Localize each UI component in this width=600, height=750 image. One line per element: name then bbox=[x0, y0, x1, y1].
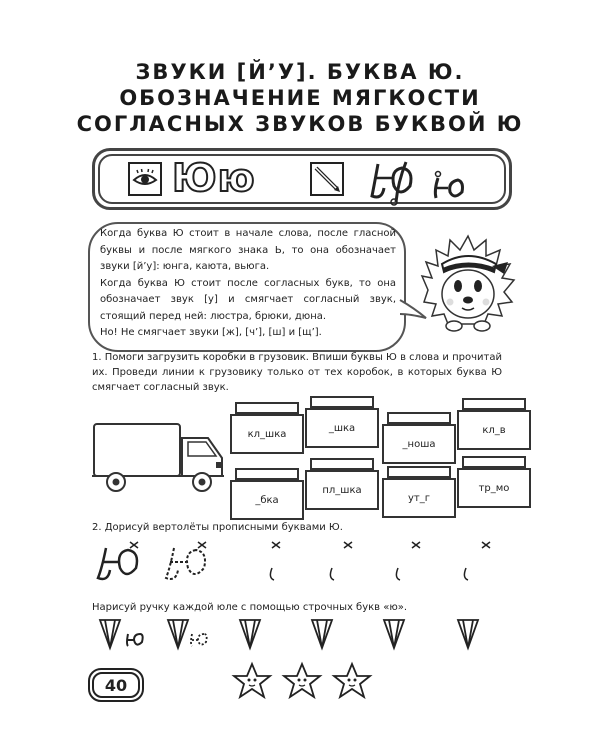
title-line-2: ОБОЗНАЧЕНИЕ МЯГКОСТИ bbox=[119, 86, 481, 110]
page-number: 40 bbox=[92, 672, 140, 698]
eye-icon bbox=[128, 162, 162, 196]
word-box[interactable] bbox=[457, 410, 531, 450]
box-lid bbox=[462, 456, 526, 468]
word-box[interactable] bbox=[382, 424, 456, 464]
word-box[interactable] bbox=[305, 470, 379, 510]
word-box[interactable] bbox=[230, 414, 304, 454]
helicopter-row bbox=[92, 538, 512, 588]
helicopter-traced bbox=[166, 548, 205, 579]
box-word: ут_г bbox=[408, 492, 430, 504]
hedgehog-illustration bbox=[418, 220, 518, 340]
box-lid bbox=[235, 468, 299, 480]
rule-text bbox=[100, 226, 396, 342]
box-lid bbox=[310, 396, 374, 408]
word-box[interactable] bbox=[457, 468, 531, 508]
rule-paragraph-1: Когда буква Ю стоит в начале слова, после гласной буквы и после мягкого знака Ь, то она обозначает звуки [й’у]: юнга, каюта, вьюга. bbox=[100, 228, 396, 272]
title-line-3: СОГЛАСНЫХ ЗВУКОВ БУКВОЙ Ю bbox=[76, 112, 524, 136]
box-word: кл_в bbox=[482, 424, 506, 436]
box-lid bbox=[387, 412, 451, 424]
box-word: _шка bbox=[328, 422, 356, 434]
box-lid bbox=[235, 402, 299, 414]
title-line-1: ЗВУКИ [Й’У]. БУКВА Ю. bbox=[135, 60, 465, 84]
word-box[interactable] bbox=[230, 480, 304, 520]
word-box[interactable] bbox=[382, 478, 456, 518]
rule-paragraph-3: Но! Не смягчает звуки [ж], [ч’], [ш] и [щ’]. bbox=[100, 327, 322, 338]
print-letters-yu: Юю bbox=[172, 156, 256, 200]
spinning-tops-row bbox=[92, 616, 512, 656]
box-word: _ноша bbox=[402, 438, 436, 450]
task-2-text: 2. Дорисуй вертолёты прописными буквами Ю. bbox=[92, 522, 343, 533]
box-lid bbox=[462, 398, 526, 410]
box-word: пл_шка bbox=[322, 484, 362, 496]
cursive-yu-sample bbox=[368, 156, 488, 206]
helicopter-blank bbox=[270, 542, 490, 580]
helicopter-sample bbox=[98, 542, 138, 579]
pen-icon bbox=[310, 162, 344, 196]
box-lid bbox=[387, 466, 451, 478]
box-word: _бка bbox=[255, 494, 279, 506]
box-word: кл_шка bbox=[247, 428, 287, 440]
box-word: тр_мо bbox=[478, 482, 510, 494]
task-3-text: Нарисуй ручку каждой юле с помощью строчных букв «ю». bbox=[92, 602, 408, 613]
word-box[interactable] bbox=[305, 408, 379, 448]
rule-paragraph-2: Когда буква Ю стоит после согласных букв, то она обозначает звук [у] и смягчает согласный звук, стоящий перед ней: люстра, брюки, дюна. bbox=[100, 277, 396, 322]
box-lid bbox=[310, 458, 374, 470]
task-1-text: 1. Помоги загрузить коробки в грузовик. Впиши буквы Ю в слова и прочитай их. Проведи линии к грузовику только от тех коробок, в которых буква Ю смягчает согласный звук. bbox=[92, 352, 502, 393]
truck-illustration bbox=[92, 418, 242, 498]
stars-rating bbox=[230, 662, 380, 702]
